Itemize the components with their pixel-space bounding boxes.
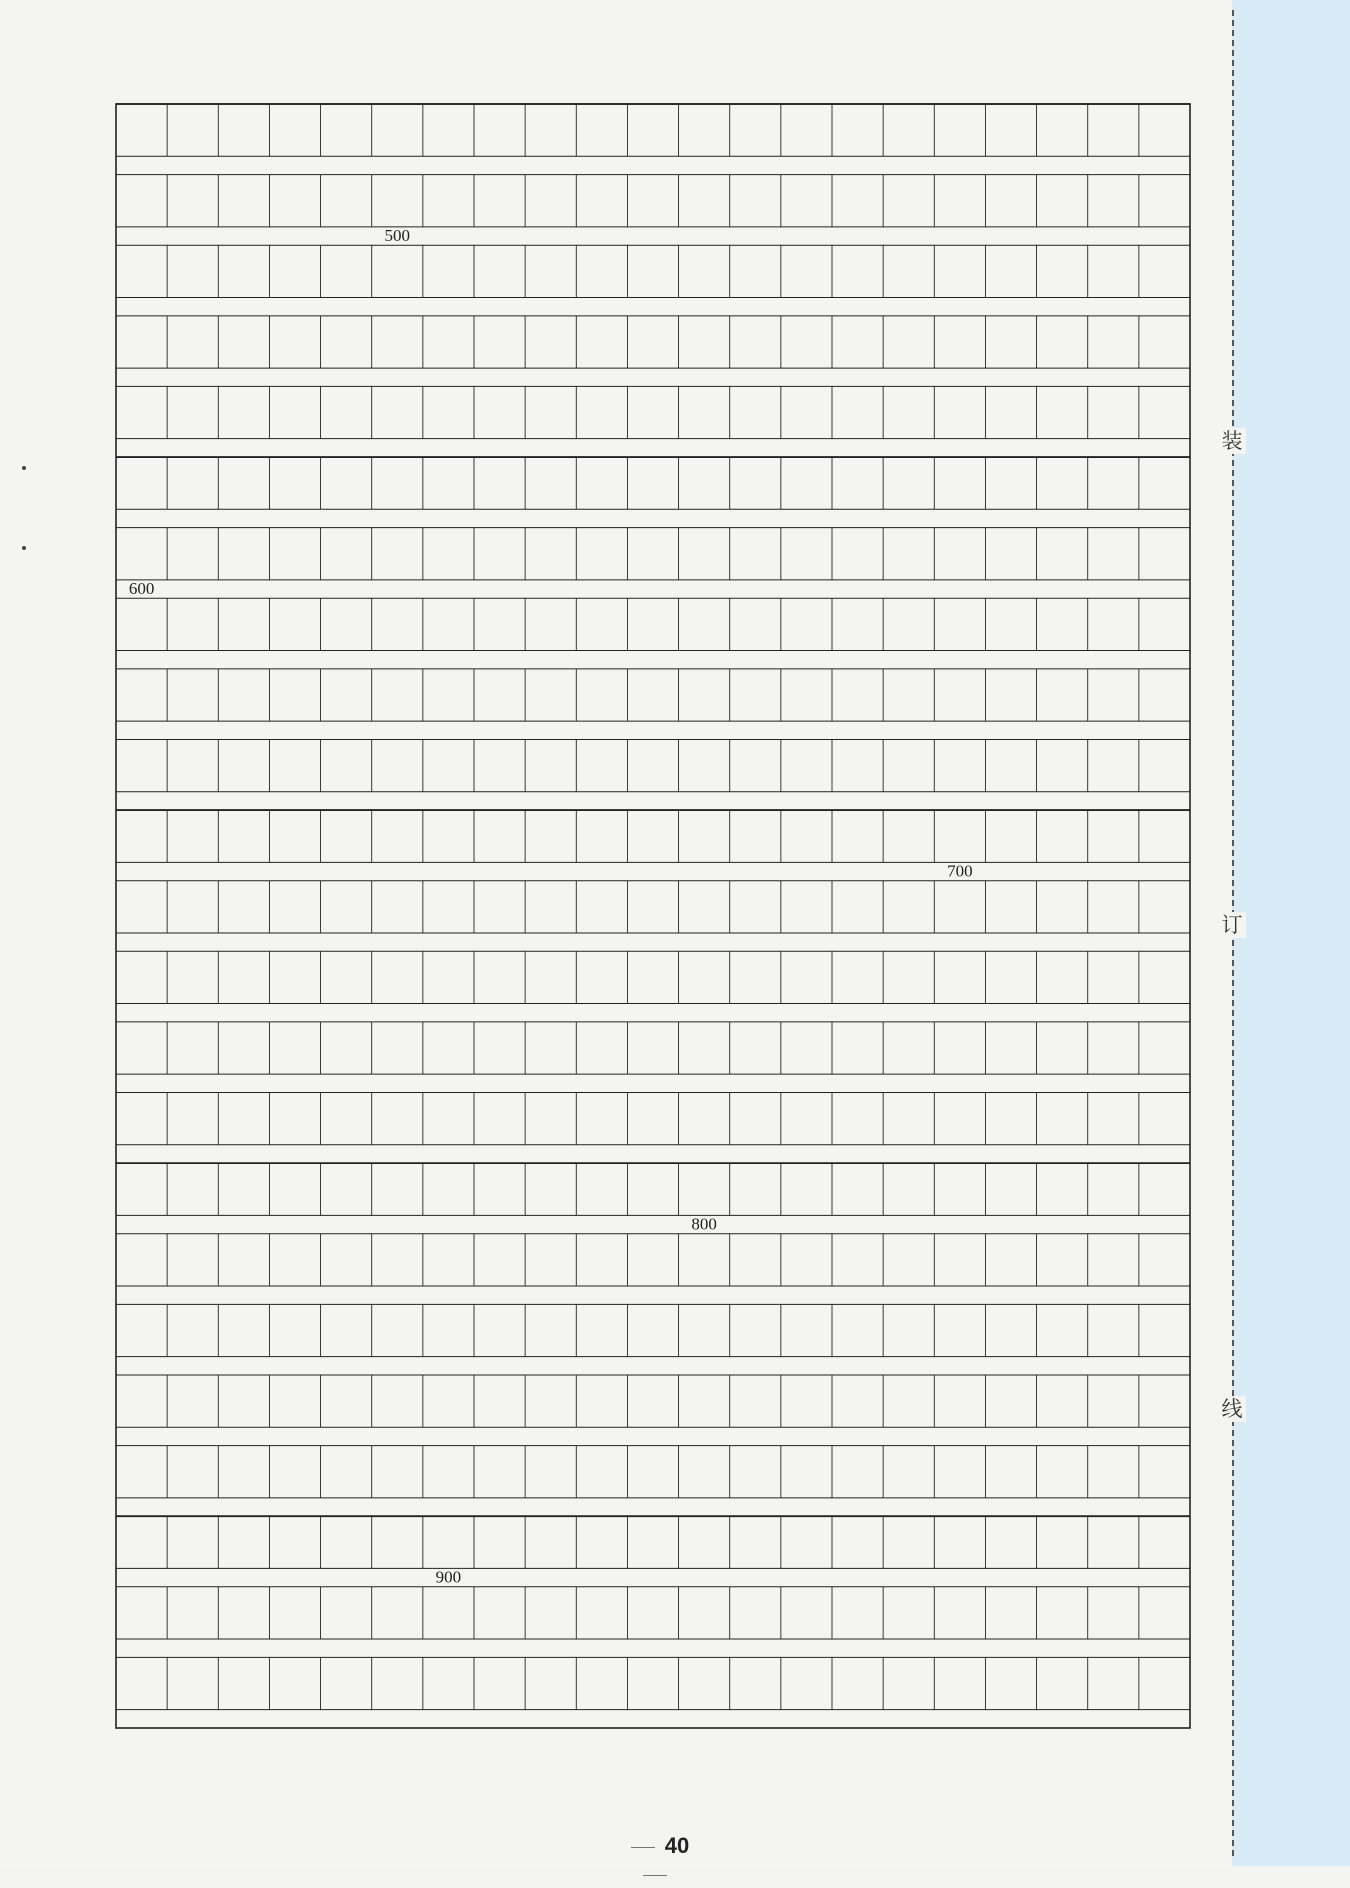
- binding-label-zhuang: 装: [1218, 428, 1246, 454]
- footer-dash-left: [631, 1847, 655, 1848]
- count-marker-500: 500: [384, 226, 411, 246]
- page-footer: [600, 1832, 710, 1860]
- footer-dash-right: [643, 1875, 667, 1876]
- binding-label-ding: 订: [1218, 912, 1246, 938]
- count-marker-700: 700: [947, 861, 973, 881]
- page-number: 40: [664, 1833, 690, 1858]
- binding-label-xian: 线: [1218, 1396, 1246, 1422]
- count-marker-900: 900: [435, 1567, 462, 1587]
- count-marker-600: 600: [128, 579, 155, 599]
- grid-frame: [116, 104, 1190, 1728]
- count-marker-800: 800: [691, 1214, 717, 1234]
